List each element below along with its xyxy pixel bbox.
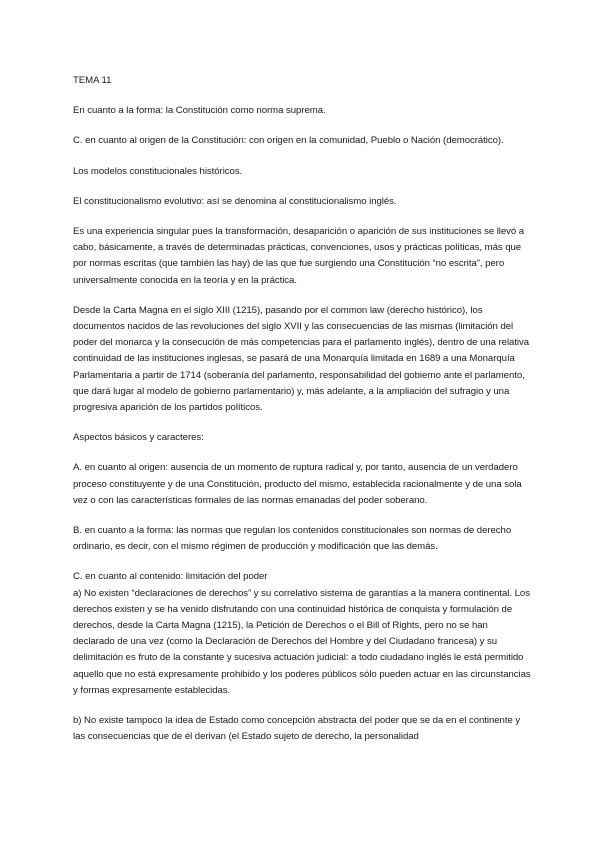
paragraph-experiencia-singular: Es una experiencia singular pues la transformación, desaparición o aparición de sus instituciones se llevó a cabo, básicamente, a través de determinadas prácticas, convenciones, usos y prácticas políticas, más que por normas escritas (que también las hay) de las que fue surgiendo una Constitución “no escrita”, pero universalmente conocida en la teoría y en la práctica.	[73, 226, 525, 286]
paragraph-b-estado: b) No existe tampoco la idea de Estado como concepción abstracta del poder que se da en el continente y las consecuencias que de él derivan (el Estado sujeto de derecho, la personalidad	[73, 715, 521, 743]
paragraph-a-declaraciones: a) No existen “declaraciones de derechos” y su correlativo sistema de garantías a la manera continental. Los derechos existen y se ha venido disfrutando con una continuidad histórica de conquista y formulación de derechos, desde la Carta Magna (1215), la Petición de Derechos o el Bill of Rights, pero no se han declarado de una vez (como la Declaración de Derechos del Hombre y del Ciudadano francesa) y su delimitación es fruto de la constante y sucesiva actuación judicial: a todo ciudadano inglés le está permitido aquello que no está expresamente prohibido y los poderes públicos sólo pueden actuar en las circunstancias y formas expresamente establecidas.	[73, 587, 531, 696]
paragraph-a-origen: A. en cuanto al origen: ausencia de un momento de ruptura radical y, por tanto, ausencia de un verdadero proceso constituyente y de una Constitución, producto del mismo, establecida racionalmente y de una sola vez o con las características formales de las normas emanadas del poder soberano.	[73, 462, 522, 506]
document-body	[73, 73, 531, 760]
document-title: TEMA 11	[73, 75, 112, 86]
paragraph-origen-constitucion: C. en cuanto al origen de la Constitución: con origen en la comunidad, Pueblo o Nación (democrático).	[73, 135, 504, 147]
paragraph-forma: En cuanto a la forma: la Constitución como norma suprema.	[73, 105, 326, 117]
paragraph-aspectos-basicos: Aspectos básicos y caracteres:	[73, 432, 204, 444]
paragraph-b-forma: B. en cuanto a la forma: las normas que regulan los contenidos constitucionales son normas de derecho ordinario, es decir, con el mismo régimen de producción y modificación que las demás.	[73, 525, 512, 553]
paragraph-constitucionalismo-evolutivo: El constitucionalismo evolutivo: así se denomina al constitucionalismo inglés.	[73, 195, 397, 207]
paragraph-modelos-historicos: Los modelos constitucionales históricos.	[73, 165, 243, 177]
paragraph-c-contenido: C. en cuanto al contenido: limitación del poder	[73, 571, 268, 583]
paragraph-carta-magna: Desde la Carta Magna en el siglo XIII (1215), pasando por el common law (derecho histórico), los documentos nacidos de las revoluciones del siglo XVII y las consecuencias de las mismas (limitación del poder del monarca y la consecución de más competencias para el parlamento inglés), dentro de una relativa continuidad de las instituciones inglesas, se pasará de una Monarquía limitada en 1689 a una Monarquía Parlamentaria a partir de 1714 (soberanía del parlamento, responsabilidad del gobierno ante el parlamento, que dará lugar al modelo de gobierno parlamentario) y, más adelante, a la ampliación del sufragio y una progresiva aparición de los partidos políticos.	[73, 304, 530, 414]
